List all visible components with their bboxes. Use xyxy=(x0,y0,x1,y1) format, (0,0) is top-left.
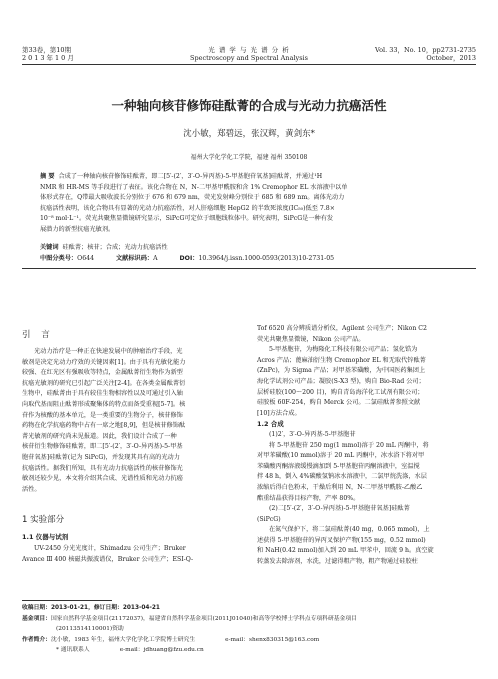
footnote-rule xyxy=(22,600,112,601)
date-cn: 2013年10月 xyxy=(22,54,76,62)
keywords-label: 关键词 xyxy=(40,244,59,251)
intro-line: 菁光敏剂的研究尚未见报道。因此，我们设计合成了一种 xyxy=(22,432,177,440)
intro-line: 光动力治疗是一种正在快速发展中的肿瘤治疗手段，光 xyxy=(34,348,183,355)
keywords-text: 硅酞菁；核苷；合成；光动力抗癌活性 xyxy=(62,244,168,251)
right-line: Tof 6520 高分辨质谱分析仪，Agilent 公司生产；Nikon C2 xyxy=(257,325,427,332)
intro-body xyxy=(22,347,240,495)
doc-label: 文献标识码： xyxy=(115,255,154,262)
abstract-line: 展潜力的新型抗癌光敏剂。 xyxy=(40,225,115,233)
right-line: 硅胶板 60F-254，购自 Merck 公司。二氯硅酞菁参照文献 xyxy=(257,399,421,407)
intro-line: 敏剂是决定光动力疗效的关键因素[1]。由于具有光敏化能力 xyxy=(22,358,186,366)
header-rule xyxy=(22,64,476,65)
intro-line: 药物在化学抗癌药物中占有一席之地[8,9]，但是核苷修饰酞 xyxy=(22,422,186,430)
fund-text: 国家自然科学基金项目(21172037)，福建省自然科学基金项目(2011J01040)和高等学校博士学科点专项科研基金项目 xyxy=(51,615,357,622)
right-line: 5-甲基胞苷，为梅隆化工科技有限公司产品；氢化锆为 xyxy=(269,346,418,354)
right-line: 酯重结晶获得目标产物，产率 80%。 xyxy=(257,494,360,502)
right-line: Acros 产品；蓖麻油衍生物 Cremophor EL 和无取代锌酞菁 xyxy=(257,356,426,364)
abstract-line: 合成了一种轴向核苷修饰硅酞菁，即二[5′-(2′，3′-O-异丙基)-5-甲基胞苷氧基]硅酞菁，并通过¹H xyxy=(58,173,323,180)
section1-body xyxy=(22,544,240,565)
intro-line: 生物中，硅酞菁由于具有较佳生物相容性以及可通过引入轴 xyxy=(22,390,183,398)
author-info-label: 作者简介： xyxy=(22,636,51,643)
clc-value: O644 xyxy=(77,255,95,262)
right-line: 述获得 5-甲基胞苷的异丙叉保护产物(155 mg，0.52 mmol) xyxy=(257,536,426,544)
intro-line: 胞苷氧基]硅酞菁(记为 SiPcG)，并发现其具有高的光动力 xyxy=(22,453,180,461)
doi-label: DOI： xyxy=(179,255,199,262)
subsection-1-2: 1.2 合成 xyxy=(257,420,284,429)
synthesis-item-1: (1)2′，3′-O-异丙基-5-甲基胞苷 xyxy=(269,430,356,438)
section1-line: UV-2450 分光光度计，Shimadzu 公司生产；Bruker xyxy=(34,545,186,552)
classification xyxy=(40,254,470,265)
affiliation: 福州大学化学化工学院，福建 福州 350108 xyxy=(190,154,308,161)
abstract-rule xyxy=(22,268,476,269)
abstract-line: 10⁻⁸ mol·L⁻¹。荧光共聚焦显微镜研究显示，SiPcG可定位于细胞线粒体中。研究表明，SiPcG是一种有发 xyxy=(40,215,334,223)
section1-heading: 1 实验部分 xyxy=(22,515,65,525)
right-line: (ZnPc)，为 Sigma 产品；对甲基苯磺酸，为中国医药集团上 xyxy=(257,367,426,375)
right-line: 将 5-甲基胞苷 250 mg(1 mmol)溶于 20 mL 丙酮中，将 xyxy=(269,441,429,449)
synthesis-item-2: (2)二[5′-(2′，3′-O-异丙基)-5-甲基胞苷氧基]硅酞菁 xyxy=(269,505,410,513)
right-line: 转蒸发去除溶剂，水洗，过滤得粗产物，粗产物通过硅胶柱 xyxy=(257,558,418,566)
right-line: 荧光共聚焦显微镜，Nikon 公司产品。 xyxy=(257,335,365,343)
abstract-line: 抗癌活性表明，该化合物具有显著的光动力抗癌活性，对人肝癌细胞 HepG2 的半致死浓度(IC₅₀)低至 7.8× xyxy=(40,204,335,212)
volume-en: Vol. 33，No. 10，pp2731-2735 xyxy=(375,46,476,54)
fund-text-cont: (20113514110001)资助 xyxy=(56,626,124,632)
abstract xyxy=(40,172,458,236)
doi-value: 10.3964/j.issn.1000-0593(2013)10-2731-05 xyxy=(198,255,335,262)
abstract-line: 体形式存在，Q带最大吸收波长分别位于 676 和 679 nm，荧光发射峰分别位于 685 和 689 nm。离体光动力 xyxy=(40,194,345,202)
abstract-label: 摘 要 xyxy=(40,173,55,180)
journal-title-en: Spectroscopy and Spectral Analysis xyxy=(190,54,308,62)
right-line: 在氮气保护下，将二氯硅酞菁(40 mg，0.065 mmol)，上 xyxy=(269,526,430,534)
intro-line: 苷作为核酸的基本单元，是一类重要的生物分子，核苷修饰 xyxy=(22,411,183,419)
right-line: 对甲苯磺酸(10 mmol)溶于 20 mL 丙酮中，冰水浴下将对甲 xyxy=(257,452,425,460)
right-column-body xyxy=(257,324,477,568)
author-email: e-mail：shenx830315@163.com xyxy=(225,636,320,643)
received-dates: 收稿日期：2013-01-21，修订日期：2013-04-21 xyxy=(22,605,160,611)
intro-heading: 引 言 xyxy=(22,330,54,340)
intro-line: 敏剂还较少见，本文将介绍其合成、光谱性质和光动力抗癌 xyxy=(22,475,183,483)
right-line: 和 NaH(0.42 mmol)加入到 20 mL 甲苯中，回流 9 h。真空旋 xyxy=(257,547,434,555)
intro-line: 活性。 xyxy=(22,485,41,493)
authors: 沈小敏，郑碧远，张汉辉，黄剑东* xyxy=(183,129,315,139)
intro-line: 抗癌活性。据我们所知，具有光动力抗癌活性的核苷修饰光 xyxy=(22,464,183,472)
doc-value: A xyxy=(153,255,158,262)
date-en: October，2013 xyxy=(426,54,476,62)
synthesis-item-2-cont: (SiPcG) xyxy=(257,515,281,523)
subsection-1-1: 1.1 仪器与试剂 xyxy=(22,533,69,541)
right-line: 苯磺酸丙酮溶液缓慢滴加到 5-甲基胞苷丙酮溶液中，室温搅 xyxy=(257,462,420,470)
clc-label: 中图分类号： xyxy=(40,255,78,262)
keywords xyxy=(40,243,458,254)
journal-title-cn: 光 谱 学 与 光 谱 分 析 xyxy=(208,46,290,54)
section1-line: Avance Ⅲ 400 核磁共振波谱仪，Bruker 公司生产；ESI-Q- xyxy=(22,555,194,563)
intro-line: 抗癌光敏剂的研究已引起广泛关注[2-4]。在各类金属酞菁衍 xyxy=(22,379,186,387)
right-line: 海化学试剂公司产品；凝胶(S-X3 型)，购自 Bio-Rad 公司； xyxy=(257,377,425,385)
right-line: 拌 48 h，倒入 4%碳酸氢钠冰水溶液中，二氯甲烷洗涤，水层 xyxy=(257,473,427,481)
right-line: 浓缩后得白色粉末，干燥后利用 N，N-二甲基甲酰胺-乙酸乙 xyxy=(257,483,423,491)
corresponding-email: e-mail：jdhuang@fzu.edu.cn xyxy=(119,647,204,653)
right-line: [10]方法合成。 xyxy=(257,409,301,417)
paper-title: 一种轴向核苷修饰硅酞菁的合成与光动力抗癌活性 xyxy=(111,98,387,113)
abstract-line: NMR 和 HR-MS 等手段进行了表征。该化合物在 N，N-二甲基甲酰胺和含 1% Cremophor EL 水溶液中以单 xyxy=(40,183,348,191)
intro-line: 核苷衍生物修饰硅酞菁，即二[5′-(2′，3′-O-异丙基)-5-甲基 xyxy=(22,443,183,451)
volume-cn: 第33卷，第10期 xyxy=(22,46,72,54)
intro-line: 较强、在红光区有强吸收等特点，金属酞菁衍生物作为新型 xyxy=(22,369,183,377)
footnotes xyxy=(22,603,478,656)
corresponding-author: * 通讯联系人 xyxy=(56,647,90,653)
intro-line: 向取代基而阻止酞菁形成聚集体的特点而备受重视[5-7]。核 xyxy=(22,400,186,408)
right-line: 层析硅胶(100～200 目)，购自青岛海洋化工试剂有限公司； xyxy=(257,388,424,396)
fund-label: 基金项目： xyxy=(22,615,51,622)
author-info: 沈小敏，1983 年生，福州大学化学化工学院博士研究生 xyxy=(51,636,196,643)
